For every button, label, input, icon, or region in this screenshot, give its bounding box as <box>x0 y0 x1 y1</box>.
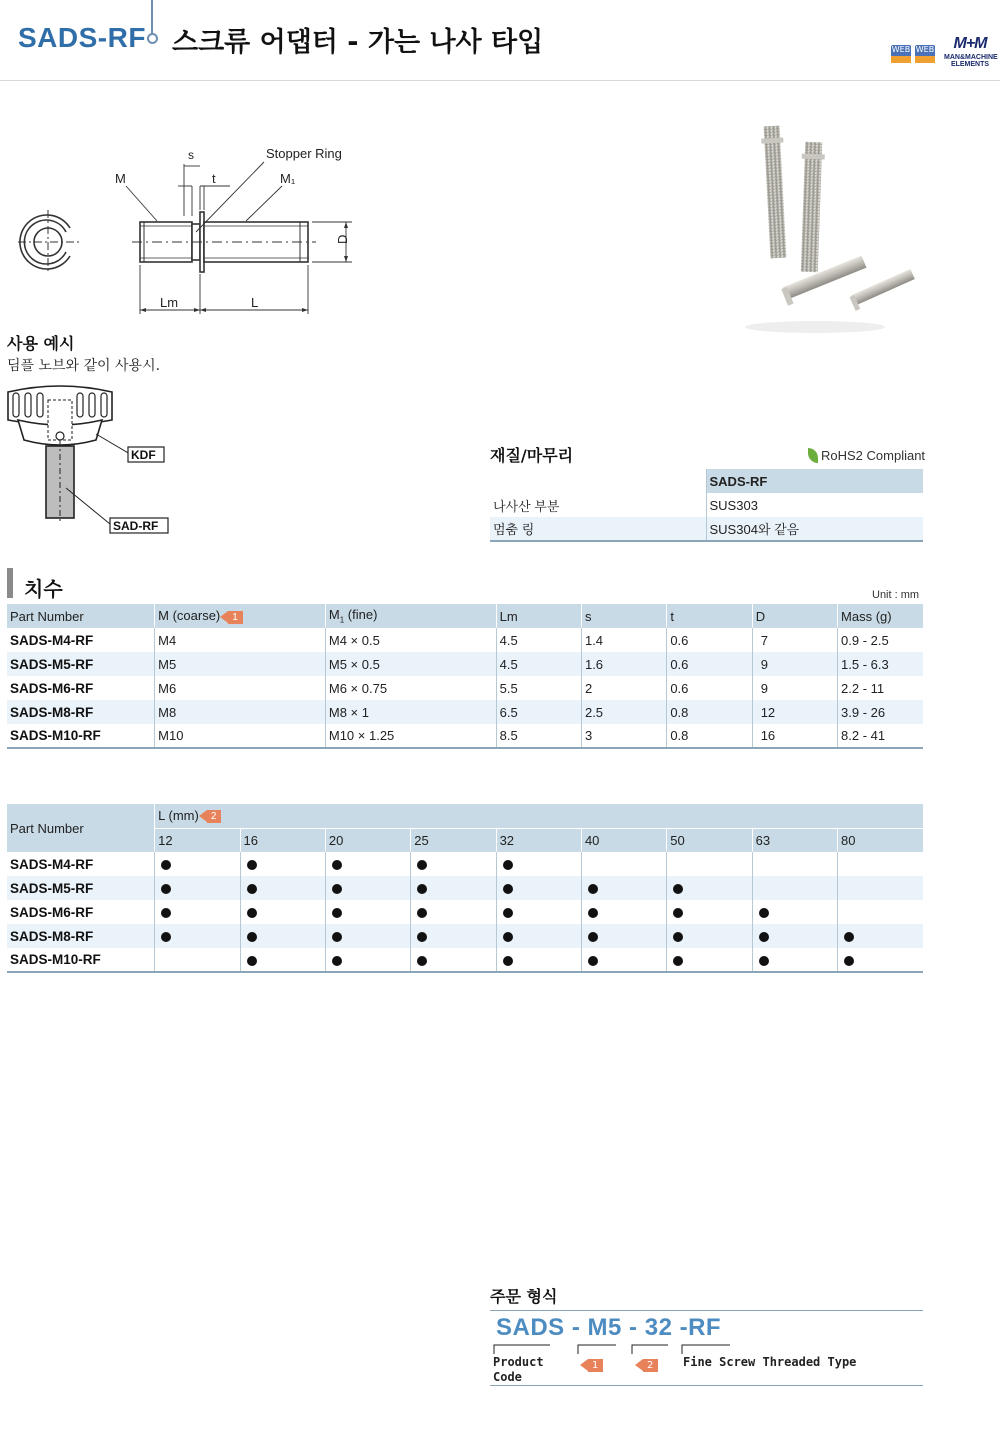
usage-diagram <box>0 380 180 540</box>
length-header-row-1 <box>7 804 923 828</box>
available-dot-icon <box>503 956 513 966</box>
available-dot-icon <box>588 908 598 918</box>
col-length-value: 40 <box>581 828 666 852</box>
col-part-number: Part Number <box>7 604 155 628</box>
dimension-cell: 0.8 <box>667 700 752 724</box>
availability-cell <box>496 900 581 924</box>
product-code-title: SADS-RF <box>18 22 146 53</box>
screw-4-image <box>850 269 915 311</box>
available-dot-icon <box>161 908 171 918</box>
availability-cell <box>838 948 923 972</box>
dimension-cell: 16 <box>752 724 837 748</box>
col-d: D <box>752 604 837 628</box>
dimension-cell: 0.6 <box>667 628 752 652</box>
dimension-cell: 5.5 <box>496 676 581 700</box>
dimension-cell: M4 <box>155 628 326 652</box>
part-number-cell: SADS-M5-RF <box>7 652 155 676</box>
availability-cell <box>752 900 837 924</box>
col-length-value: 25 <box>411 828 496 852</box>
part-number-cell: SADS-M8-RF <box>7 924 155 948</box>
order-code-l: 32 <box>644 1314 673 1341</box>
available-dot-icon <box>417 884 427 894</box>
company-logo <box>944 34 996 68</box>
col-s: s <box>581 604 666 628</box>
availability-cell <box>581 876 666 900</box>
availability-cell <box>752 948 837 972</box>
dimension-cell: 0.6 <box>667 652 752 676</box>
availability-cell <box>752 876 837 900</box>
table-row <box>7 924 923 948</box>
available-dot-icon <box>844 932 854 942</box>
availability-cell <box>411 900 496 924</box>
dimension-cell: 3.9 - 26 <box>838 700 923 724</box>
part-number-cell: SADS-M6-RF <box>7 900 155 924</box>
col-length-value: 63 <box>752 828 837 852</box>
logo-line1: MAN&MACHINE <box>944 54 998 61</box>
usage-text: 딤플 노브와 같이 사용시. <box>7 358 161 374</box>
available-dot-icon <box>503 908 513 918</box>
availability-cell <box>496 948 581 972</box>
availability-cell <box>325 852 410 876</box>
table-row <box>7 676 923 700</box>
part-number-cell: SADS-M5-RF <box>7 876 155 900</box>
length-table <box>7 804 923 973</box>
rohs-badge <box>808 448 925 463</box>
usage-title: 사용 예시 <box>7 334 75 353</box>
available-dot-icon <box>673 884 683 894</box>
available-dot-icon <box>332 908 342 918</box>
dimension-cell: 1.5 - 6.3 <box>838 652 923 676</box>
order-ref-2 <box>635 1355 658 1374</box>
col-length-value: 32 <box>496 828 581 852</box>
dimension-cell: 4.5 <box>496 652 581 676</box>
available-dot-icon <box>161 884 171 894</box>
dimension-cell: M6 × 0.75 <box>325 676 496 700</box>
availability-cell <box>581 924 666 948</box>
dimension-cell: 0.6 <box>667 676 752 700</box>
availability-cell <box>411 876 496 900</box>
part-number-cell: SADS-M10-RF <box>7 724 155 748</box>
web-badge-label: WEB <box>891 45 911 54</box>
ref-tag-2: 2 <box>643 1359 658 1372</box>
material-header-series: SADS-RF <box>706 469 923 493</box>
dimension-cell: 8.5 <box>496 724 581 748</box>
dim-label-stopper-ring: Stopper Ring <box>266 146 342 161</box>
dimensions-body <box>7 628 923 748</box>
dimension-cell: 2.2 - 11 <box>838 676 923 700</box>
availability-cell <box>325 924 410 948</box>
available-dot-icon <box>759 956 769 966</box>
availability-cell <box>581 948 666 972</box>
dimension-cell: M10 <box>155 724 326 748</box>
screw-2-image <box>801 142 825 273</box>
availability-cell <box>155 852 240 876</box>
table-row <box>7 628 923 652</box>
col-length-value: 50 <box>667 828 752 852</box>
available-dot-icon <box>247 956 257 966</box>
dimension-cell: M8 <box>155 700 326 724</box>
order-code-sep: - <box>629 1314 638 1341</box>
availability-cell <box>325 900 410 924</box>
availability-cell <box>155 924 240 948</box>
availability-cell <box>667 948 752 972</box>
col-m-label: M (coarse) <box>158 608 221 624</box>
available-dot-icon <box>247 932 257 942</box>
availability-cell <box>411 852 496 876</box>
dimension-cell: 6.5 <box>496 700 581 724</box>
available-dot-icon <box>588 956 598 966</box>
available-dot-icon <box>417 860 427 870</box>
availability-cell <box>155 876 240 900</box>
availability-cell <box>325 948 410 972</box>
dimension-cell: 0.8 <box>667 724 752 748</box>
table-row <box>7 724 923 748</box>
dim-label-lm: Lm <box>160 295 179 310</box>
end-view-icon <box>18 210 80 274</box>
available-dot-icon <box>844 956 854 966</box>
part-number-cell: SADS-M10-RF <box>7 948 155 972</box>
available-dot-icon <box>588 932 598 942</box>
available-dot-icon <box>759 932 769 942</box>
adapter-shaft-icon <box>46 440 74 522</box>
order-code-series: SADS <box>496 1314 565 1341</box>
availability-cell <box>838 852 923 876</box>
availability-cell <box>752 852 837 876</box>
dimension-cell: M5 <box>155 652 326 676</box>
length-body <box>7 852 923 972</box>
col-length-value: 80 <box>838 828 923 852</box>
material-value: SUS303 <box>706 493 923 517</box>
knob-icon <box>8 386 112 445</box>
dimension-cell: 8.2 - 41 <box>838 724 923 748</box>
dim-label-m1: M₁ <box>280 171 296 186</box>
order-rule-bottom <box>490 1385 923 1386</box>
dim-label-d: D <box>335 234 350 244</box>
col-length-group <box>155 804 923 828</box>
header-divider-dot <box>147 33 158 44</box>
part-number-cell: SADS-M4-RF <box>7 628 155 652</box>
availability-cell <box>667 924 752 948</box>
col-length-value: 16 <box>240 828 325 852</box>
product-photo <box>745 112 935 337</box>
dimension-cell: M10 × 1.25 <box>325 724 496 748</box>
available-dot-icon <box>417 956 427 966</box>
dimensions-table <box>7 604 923 749</box>
order-type-label: Fine Screw Threaded Type <box>683 1355 857 1369</box>
material-part: 멈춤 링 <box>490 517 706 541</box>
web-badge-2[interactable] <box>915 45 935 63</box>
material-header-empty <box>490 469 706 493</box>
available-dot-icon <box>332 860 342 870</box>
available-dot-icon <box>503 932 513 942</box>
part-number-cell: SADS-M8-RF <box>7 700 155 724</box>
dim-label-m: M <box>115 171 126 186</box>
availability-cell <box>581 852 666 876</box>
availability-cell <box>667 900 752 924</box>
col-part-number: Part Number <box>7 804 155 852</box>
order-product-code <box>493 1355 544 1385</box>
available-dot-icon <box>673 932 683 942</box>
availability-cell <box>752 924 837 948</box>
table-row <box>7 852 923 876</box>
available-dot-icon <box>332 884 342 894</box>
product-code-line2: Code <box>493 1370 522 1384</box>
dimension-cell: M8 × 1 <box>325 700 496 724</box>
technical-drawing <box>0 140 370 320</box>
available-dot-icon <box>588 884 598 894</box>
availability-cell <box>411 948 496 972</box>
availability-cell <box>240 948 325 972</box>
page-title: 스크류 어댑터 - 가는 나사 타입 <box>172 27 544 58</box>
col-length-value: 20 <box>325 828 410 852</box>
screw-side-view <box>132 212 316 272</box>
material-part: 나사산 부분 <box>490 493 706 517</box>
order-code-sep: - <box>571 1314 581 1341</box>
available-dot-icon <box>332 956 342 966</box>
order-code-example <box>496 1314 721 1342</box>
availability-cell <box>838 924 923 948</box>
available-dot-icon <box>417 908 427 918</box>
availability-cell <box>667 852 752 876</box>
leaf-icon <box>808 448 818 463</box>
availability-cell <box>667 876 752 900</box>
table-row <box>490 517 923 541</box>
availability-cell <box>240 852 325 876</box>
availability-cell <box>155 900 240 924</box>
col-m1-label: M <box>328 607 340 623</box>
available-dot-icon <box>417 932 427 942</box>
availability-cell <box>838 876 923 900</box>
section-marker <box>7 568 13 598</box>
dimension-cell: 1.4 <box>581 628 666 652</box>
col-length-label: L (mm) <box>158 808 199 824</box>
product-code-line1: Product <box>493 1355 544 1369</box>
available-dot-icon <box>247 860 257 870</box>
ref-tag-1: 1 <box>588 1359 603 1372</box>
col-lm: Lm <box>496 604 581 628</box>
order-code-suffix: -RF <box>679 1314 722 1341</box>
col-m-coarse <box>155 604 326 628</box>
table-row <box>7 652 923 676</box>
availability-cell <box>240 876 325 900</box>
availability-cell <box>325 876 410 900</box>
kdf-label: KDF <box>131 448 156 462</box>
availability-cell <box>581 900 666 924</box>
col-m1-fine <box>325 604 496 628</box>
col-mass: Mass (g) <box>838 604 923 628</box>
col-m1-suffix: (fine) <box>344 607 378 623</box>
logo-line2: ELEMENTS <box>950 61 990 68</box>
material-title: 재질/마무리 <box>490 446 574 465</box>
ref-tag-1: 1 <box>228 611 243 624</box>
col-t: t <box>667 604 752 628</box>
availability-cell <box>838 900 923 924</box>
dim-label-s: s <box>188 148 194 162</box>
available-dot-icon <box>247 908 257 918</box>
order-ref-1 <box>580 1355 603 1374</box>
availability-cell <box>496 852 581 876</box>
dimension-cell: 2 <box>581 676 666 700</box>
sad-rf-label: SAD-RF <box>113 519 159 533</box>
availability-cell <box>240 924 325 948</box>
dimensions-header-row <box>7 604 923 628</box>
availability-cell <box>155 948 240 972</box>
available-dot-icon <box>673 908 683 918</box>
unit-label: Unit : mm <box>872 589 920 601</box>
availability-cell <box>496 876 581 900</box>
dimension-cell: 1.6 <box>581 652 666 676</box>
dimension-cell: M4 × 0.5 <box>325 628 496 652</box>
dimension-cell: 9 <box>752 652 837 676</box>
table-row <box>7 876 923 900</box>
available-dot-icon <box>503 884 513 894</box>
header-rule <box>0 80 1000 81</box>
available-dot-icon <box>161 932 171 942</box>
dimension-cell: M6 <box>155 676 326 700</box>
dimension-cell: 0.9 - 2.5 <box>838 628 923 652</box>
available-dot-icon <box>332 932 342 942</box>
dim-label-l: L <box>251 295 259 310</box>
screw-1-image <box>761 126 786 259</box>
dimensions-title: 치수 <box>24 577 63 601</box>
availability-cell <box>496 924 581 948</box>
table-row <box>490 493 923 517</box>
part-number-cell: SADS-M6-RF <box>7 676 155 700</box>
table-row <box>7 900 923 924</box>
order-title: 주문 형식 <box>490 1287 558 1306</box>
dimension-cell: 3 <box>581 724 666 748</box>
available-dot-icon <box>161 860 171 870</box>
header-divider <box>151 0 153 34</box>
rohs-label: RoHS2 Compliant <box>821 448 926 463</box>
dimension-cell: 9 <box>752 676 837 700</box>
order-rule-top <box>490 1310 923 1311</box>
dimension-cell: 4.5 <box>496 628 581 652</box>
dimension-cell: 2.5 <box>581 700 666 724</box>
available-dot-icon <box>673 956 683 966</box>
web-badge-1[interactable] <box>891 45 911 63</box>
availability-cell <box>240 900 325 924</box>
available-dot-icon <box>247 884 257 894</box>
available-dot-icon <box>503 860 513 870</box>
col-m1-sub: 1 <box>339 615 345 625</box>
web-badge-label: WEB <box>915 45 935 54</box>
col-length-value: 12 <box>155 828 240 852</box>
material-table <box>490 469 923 542</box>
part-number-cell: SADS-M4-RF <box>7 852 155 876</box>
dimension-cell: 7 <box>752 628 837 652</box>
logo-mark: M+M <box>953 35 987 52</box>
dimension-cell: M5 × 0.5 <box>325 652 496 676</box>
order-code-m: M5 <box>587 1314 622 1341</box>
table-row <box>7 948 923 972</box>
material-value: SUS304와 같음 <box>706 517 923 541</box>
table-row <box>7 700 923 724</box>
dim-label-t: t <box>212 171 216 186</box>
dimension-cell: 12 <box>752 700 837 724</box>
availability-cell <box>411 924 496 948</box>
ref-tag-2: 2 <box>207 810 222 823</box>
available-dot-icon <box>759 908 769 918</box>
